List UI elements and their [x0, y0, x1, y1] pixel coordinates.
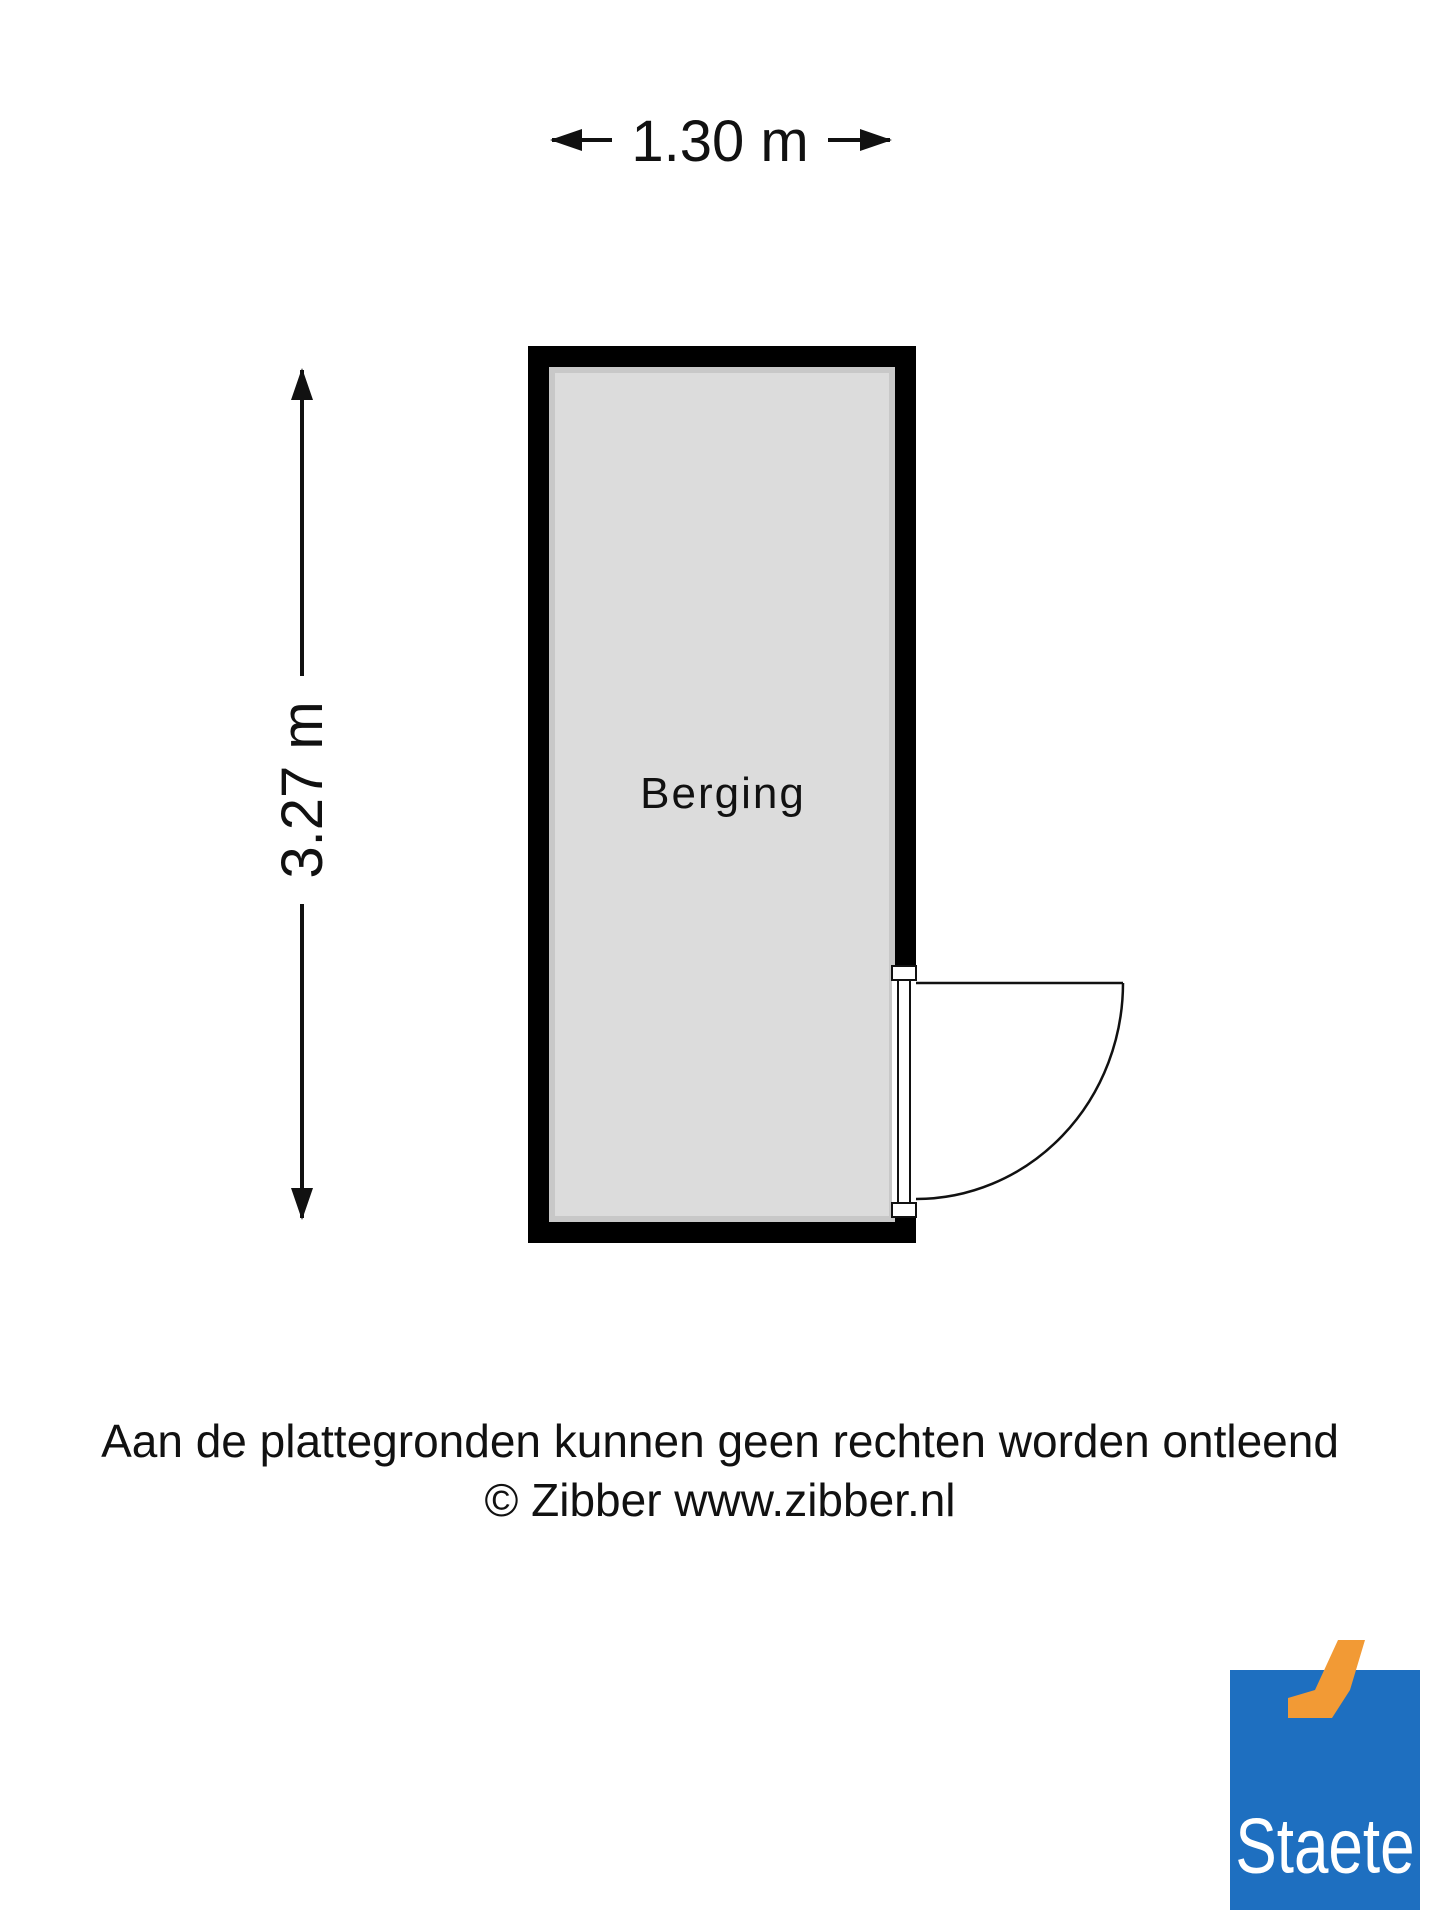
width-dimension: [552, 109, 890, 174]
length-dimension-label: 3.27 m: [270, 701, 335, 879]
door-frame-top: [892, 966, 916, 980]
room-berging: [528, 346, 1123, 1243]
door-opening: [892, 966, 916, 1217]
room-label: Berging: [640, 769, 806, 818]
length-dimension: [270, 370, 335, 1218]
logo-wordmark: Staete: [1235, 1801, 1415, 1890]
staete-logo: [1230, 1640, 1420, 1910]
disclaimer-text: Aan de plattegronden kunnen geen rechten worden ontleend: [101, 1415, 1339, 1467]
copyright-credit: © Zibber www.zibber.nl: [484, 1474, 956, 1526]
door-frame-bottom: [892, 1203, 916, 1217]
door-swing-arc: [916, 983, 1123, 1199]
width-dimension-label: 1.30 m: [631, 109, 809, 174]
